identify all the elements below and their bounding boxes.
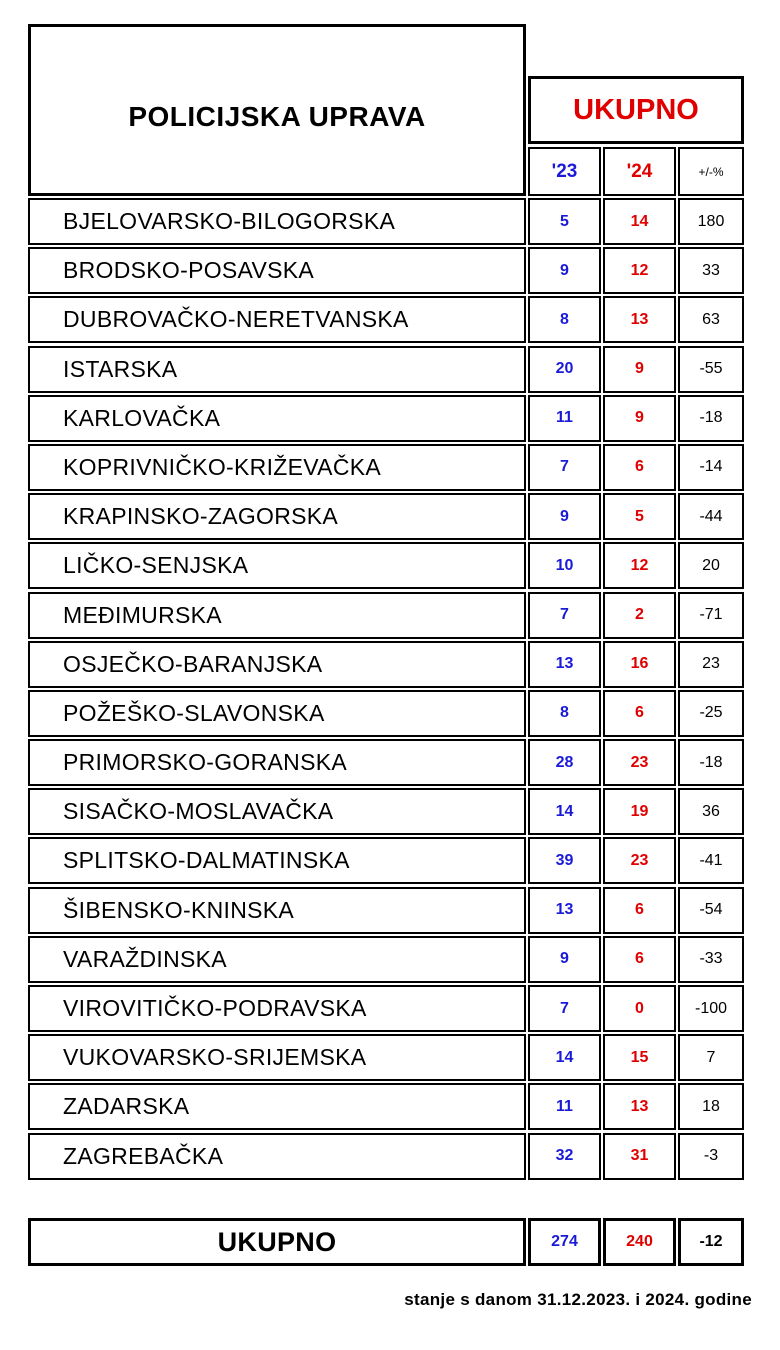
value-change: -41 xyxy=(678,837,744,884)
uprava-name: BJELOVARSKO-BILOGORSKA xyxy=(28,198,526,245)
value-change: -55 xyxy=(678,346,744,393)
value-2023: 32 xyxy=(528,1133,601,1180)
uprava-name: VARAŽDINSKA xyxy=(28,936,526,983)
value-change: -44 xyxy=(678,493,744,540)
table-row xyxy=(28,641,744,690)
value-2024: 9 xyxy=(603,346,676,393)
column-header-change: +/-% xyxy=(678,147,744,196)
value-change: -25 xyxy=(678,690,744,737)
value-2024: 13 xyxy=(603,296,676,343)
value-2023: 7 xyxy=(528,444,601,491)
value-change: 180 xyxy=(678,198,744,245)
value-change: 36 xyxy=(678,788,744,835)
value-change: -54 xyxy=(678,887,744,934)
table-row xyxy=(28,739,744,788)
value-2024: 9 xyxy=(603,395,676,442)
uprava-name: VIROVITIČKO-PODRAVSKA xyxy=(28,985,526,1032)
table-row xyxy=(28,444,744,493)
table-row xyxy=(28,690,744,739)
value-change: 7 xyxy=(678,1034,744,1081)
total-2023: 274 xyxy=(528,1218,601,1266)
value-2023: 14 xyxy=(528,788,601,835)
value-2024: 14 xyxy=(603,198,676,245)
uprava-name: DUBROVAČKO-NERETVANSKA xyxy=(28,296,526,343)
table-row xyxy=(28,395,744,444)
value-2023: 7 xyxy=(528,592,601,639)
table-row xyxy=(28,198,744,247)
value-change: 63 xyxy=(678,296,744,343)
uprava-name: SPLITSKO-DALMATINSKA xyxy=(28,837,526,884)
column-header-2023: '23 xyxy=(528,147,601,196)
value-change: -33 xyxy=(678,936,744,983)
value-2023: 7 xyxy=(528,985,601,1032)
table-row xyxy=(28,542,744,591)
value-2023: 13 xyxy=(528,641,601,688)
total-change: -12 xyxy=(678,1218,744,1266)
uprava-name: VUKOVARSKO-SRIJEMSKA xyxy=(28,1034,526,1081)
table-row xyxy=(28,985,744,1034)
value-change: 33 xyxy=(678,247,744,294)
value-change: -18 xyxy=(678,739,744,786)
table-row xyxy=(28,1034,744,1083)
value-2023: 10 xyxy=(528,542,601,589)
table-row xyxy=(28,493,744,542)
value-2024: 12 xyxy=(603,542,676,589)
value-2023: 14 xyxy=(528,1034,601,1081)
uprava-name: BRODSKO-POSAVSKA xyxy=(28,247,526,294)
value-2024: 0 xyxy=(603,985,676,1032)
uprava-name: PRIMORSKO-GORANSKA xyxy=(28,739,526,786)
table-row xyxy=(28,1083,744,1132)
value-2024: 16 xyxy=(603,641,676,688)
table-row xyxy=(28,296,744,345)
column-header-policijska-uprava xyxy=(28,24,526,196)
value-2024: 19 xyxy=(603,788,676,835)
value-change: -100 xyxy=(678,985,744,1032)
total-label: UKUPNO xyxy=(28,1218,526,1266)
uprava-name: KARLOVAČKA xyxy=(28,395,526,442)
value-2023: 8 xyxy=(528,296,601,343)
value-change: -3 xyxy=(678,1133,744,1180)
table-row xyxy=(28,1133,744,1182)
footnote: stanje s danom 31.12.2023. i 2024. godine xyxy=(404,1290,752,1309)
value-2024: 31 xyxy=(603,1133,676,1180)
table-row xyxy=(28,837,744,886)
uprava-name: KOPRIVNIČKO-KRIŽEVAČKA xyxy=(28,444,526,491)
uprava-name: ZADARSKA xyxy=(28,1083,526,1130)
value-2023: 39 xyxy=(528,837,601,884)
value-2023: 20 xyxy=(528,346,601,393)
value-change: -18 xyxy=(678,395,744,442)
value-2023: 9 xyxy=(528,936,601,983)
value-2023: 13 xyxy=(528,887,601,934)
value-2024: 6 xyxy=(603,936,676,983)
group-label: UKUPNO xyxy=(573,93,699,126)
uprava-name: ISTARSKA xyxy=(28,346,526,393)
uprava-name: LIČKO-SENJSKA xyxy=(28,542,526,589)
uprava-name: MEĐIMURSKA xyxy=(28,592,526,639)
value-2024: 5 xyxy=(603,493,676,540)
table-row xyxy=(28,592,744,641)
header-title: POLICIJSKA UPRAVA xyxy=(128,101,426,132)
value-change: -14 xyxy=(678,444,744,491)
value-2023: 11 xyxy=(528,395,601,442)
value-change: 20 xyxy=(678,542,744,589)
value-2024: 12 xyxy=(603,247,676,294)
uprava-name: KRAPINSKO-ZAGORSKA xyxy=(28,493,526,540)
table-row xyxy=(28,247,744,296)
table-row xyxy=(28,788,744,837)
value-2024: 13 xyxy=(603,1083,676,1130)
uprava-name: OSJEČKO-BARANJSKA xyxy=(28,641,526,688)
uprava-name: POŽEŠKO-SLAVONSKA xyxy=(28,690,526,737)
value-2024: 23 xyxy=(603,739,676,786)
table-body xyxy=(28,198,744,1182)
table-row xyxy=(28,936,744,985)
value-2023: 28 xyxy=(528,739,601,786)
total-row xyxy=(28,1218,744,1266)
column-group-header-ukupno xyxy=(528,76,744,144)
value-2024: 15 xyxy=(603,1034,676,1081)
uprava-name: ŠIBENSKO-KNINSKA xyxy=(28,887,526,934)
value-change: 23 xyxy=(678,641,744,688)
value-2024: 23 xyxy=(603,837,676,884)
value-2023: 9 xyxy=(528,493,601,540)
uprava-name: ZAGREBAČKA xyxy=(28,1133,526,1180)
value-change: 18 xyxy=(678,1083,744,1130)
value-2024: 6 xyxy=(603,690,676,737)
value-2023: 11 xyxy=(528,1083,601,1130)
value-2023: 8 xyxy=(528,690,601,737)
value-change: -71 xyxy=(678,592,744,639)
uprava-name: SISAČKO-MOSLAVAČKA xyxy=(28,788,526,835)
value-2024: 6 xyxy=(603,444,676,491)
table-row xyxy=(28,346,744,395)
table-row xyxy=(28,887,744,936)
value-2023: 5 xyxy=(528,198,601,245)
total-2024: 240 xyxy=(603,1218,676,1266)
value-2024: 6 xyxy=(603,887,676,934)
value-2023: 9 xyxy=(528,247,601,294)
column-header-2024: '24 xyxy=(603,147,676,196)
value-2024: 2 xyxy=(603,592,676,639)
